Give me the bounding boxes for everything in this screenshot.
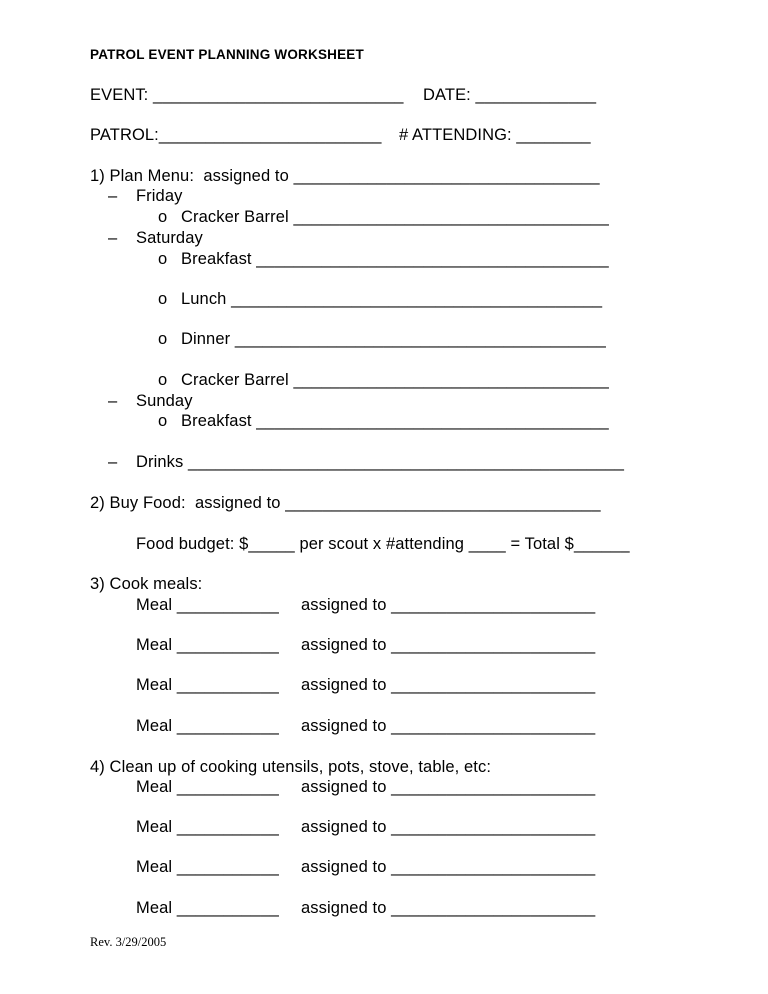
dash-marker: – <box>108 453 118 471</box>
clean-assigned-3: assigned to ______________________ <box>301 858 596 876</box>
sunday-label: Sunday <box>136 392 193 410</box>
bullet-marker: o <box>158 250 168 268</box>
food-budget-line: Food budget: $_____ per scout x #attending ____ = Total $______ <box>136 535 630 553</box>
cook-meal-3: Meal ___________ <box>136 676 279 694</box>
saturday-cracker-barrel: Cracker Barrel __________________________________ <box>181 371 609 389</box>
attending-field: # ATTENDING: ________ <box>399 126 591 144</box>
cook-meals-heading: 3) Cook meals: <box>90 575 203 593</box>
drinks-field: Drinks _______________________________________________ <box>136 453 625 471</box>
clean-assigned-2: assigned to ______________________ <box>301 818 596 836</box>
cook-meal-1: Meal ___________ <box>136 596 279 614</box>
date-field: DATE: _____________ <box>423 86 597 104</box>
cook-meal-2: Meal ___________ <box>136 636 279 654</box>
bullet-marker: o <box>158 208 168 226</box>
dash-marker: – <box>108 187 118 205</box>
clean-meal-4: Meal ___________ <box>136 899 279 917</box>
saturday-dinner: Dinner ________________________________________ <box>181 330 606 348</box>
friday-label: Friday <box>136 187 183 205</box>
page-title: PATROL EVENT PLANNING WORKSHEET <box>90 47 364 62</box>
clean-meal-2: Meal ___________ <box>136 818 279 836</box>
bullet-marker: o <box>158 371 168 389</box>
clean-meal-1: Meal ___________ <box>136 778 279 796</box>
cook-assigned-3: assigned to ______________________ <box>301 676 596 694</box>
bullet-marker: o <box>158 412 168 430</box>
bullet-marker: o <box>158 290 168 308</box>
cook-assigned-1: assigned to ______________________ <box>301 596 596 614</box>
saturday-lunch: Lunch ________________________________________ <box>181 290 603 308</box>
clean-meal-3: Meal ___________ <box>136 858 279 876</box>
buy-food-heading: 2) Buy Food: assigned to __________________________________ <box>90 494 601 512</box>
friday-cracker-barrel: Cracker Barrel __________________________________ <box>181 208 609 226</box>
dash-marker: – <box>108 392 118 410</box>
clean-assigned-4: assigned to ______________________ <box>301 899 596 917</box>
dash-marker: – <box>108 229 118 247</box>
revision-date: Rev. 3/29/2005 <box>90 935 167 949</box>
patrol-field: PATROL:________________________ <box>90 126 382 144</box>
clean-assigned-1: assigned to ______________________ <box>301 778 596 796</box>
saturday-label: Saturday <box>136 229 203 247</box>
saturday-breakfast: Breakfast ______________________________________ <box>181 250 609 268</box>
cook-assigned-4: assigned to ______________________ <box>301 717 596 735</box>
event-field: EVENT: ___________________________ <box>90 86 404 104</box>
clean-up-heading: 4) Clean up of cooking utensils, pots, stove, table, etc: <box>90 758 492 776</box>
cook-assigned-2: assigned to ______________________ <box>301 636 596 654</box>
menu-heading: 1) Plan Menu: assigned to _________________________________ <box>90 167 600 185</box>
bullet-marker: o <box>158 330 168 348</box>
cook-meal-4: Meal ___________ <box>136 717 279 735</box>
sunday-breakfast: Breakfast ______________________________________ <box>181 412 609 430</box>
